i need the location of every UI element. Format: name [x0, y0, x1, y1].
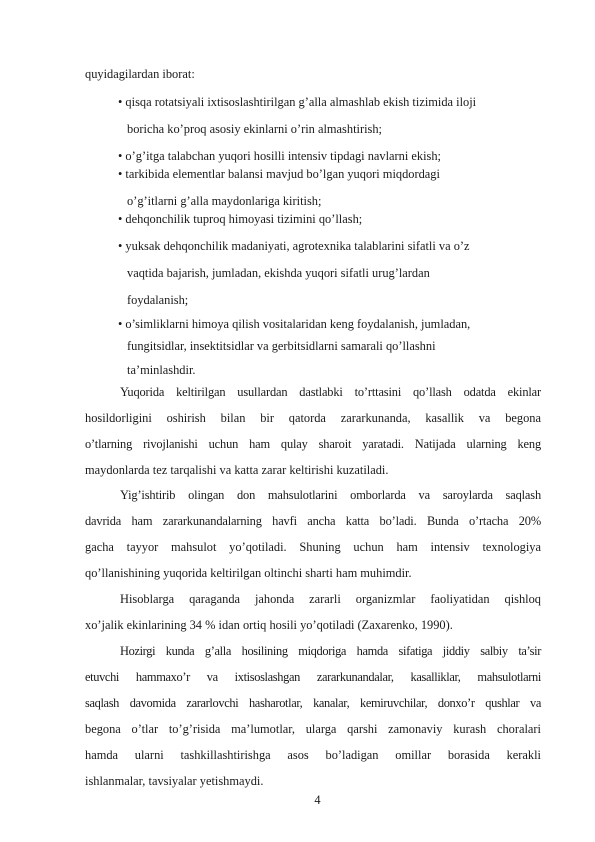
- paragraph-line: Hozirgi kunda g’alla hosilining miqdoriga hamda sifatiga jiddiy salbiy ta’sir: [120, 644, 541, 658]
- bullet-item-line: • o’simliklarni himoya qilish vositalaridan keng foydalanish, jumladan,: [118, 317, 471, 331]
- paragraph-line: gacha tayyor mahsulot yo’qotiladi. Shuning uchun ham intensiv texnologiya: [85, 540, 541, 554]
- paragraph-line: xo’jalik ekinlarining 34 % idan ortiq hosili yo’qotiladi (Zaxarenko, 1990).: [85, 618, 453, 632]
- paragraph-line: etuvchi hammaxo’r va ixtisoslashgan zararkunandalar, kasalliklar, mahsulotlarni: [85, 670, 541, 684]
- bullet-item-line: foydalanish;: [127, 293, 189, 307]
- bullet-item-line: • tarkibida elementlar balansi mavjud bo’lgan yuqori miqdordagi: [118, 167, 440, 181]
- paragraph-line: Yuqorida keltirilgan usullardan dastlabki to’rttasini qo’llash odatda ekinlar: [120, 385, 541, 399]
- bullet-item-line: • o’g’itga talabchan yuqori hosilli intensiv tipdagi navlarni ekish;: [118, 149, 441, 163]
- paragraph-line: hamda ularni tashkillashtirishga asos bo’ladigan omillar borasida kerakli: [85, 748, 541, 762]
- intro-line: quyidagilardan iborat:: [85, 67, 195, 81]
- page-number: 4: [314, 793, 321, 807]
- bullet-item-line: vaqtida bajarish, jumladan, ekishda yuqori sifatli urug’lardan: [127, 266, 430, 280]
- paragraph-line: qo’llanishining yuqorida keltirilgan oltinchi sharti ham muhimdir.: [85, 566, 412, 580]
- paragraph-line: begona o’tlar to’g’risida ma’lumotlar, ularga qarshi zamonaviy kurash choralari: [85, 722, 541, 736]
- paragraph-line: Yig’ishtirib olingan don mahsulotlarini omborlarda va saroylarda saqlash: [120, 488, 541, 502]
- bullet-item-line: o’g’itlarni g’alla maydonlariga kiritish;: [127, 194, 322, 208]
- bullet-item-line: boricha ko’proq asosiy ekinlarni o’rin almashtirish;: [127, 122, 382, 136]
- bullet-item-line: • qisqa rotatsiyali ixtisoslashtirilgan g’alla almashlab ekish tizimida iloji: [118, 95, 477, 109]
- paragraph-line: Hisoblarga qaraganda jahonda zararli organizmlar faoliyatidan qishloq: [120, 592, 541, 606]
- bullet-item-line: fungitsidlar, insektitsidlar va gerbitsidlarni samarali qo’llashni: [127, 339, 436, 353]
- paragraph-line: o’tlarning rivojlanishi uchun ham qulay sharoit yaratadi. Natijada ularning keng: [85, 437, 541, 451]
- paragraph-line: maydonlarda tez tarqalishi va katta zarar keltirishi kuzatiladi.: [85, 463, 389, 477]
- paragraph-line: hosildorligini oshirish bilan bir qatorda zararkunanda, kasallik va begona: [85, 411, 541, 425]
- bullet-item-line: ta’minlashdir.: [127, 363, 196, 377]
- paragraph-line: davrida ham zararkunandalarning havfi ancha katta bo’ladi. Bunda o’rtacha 20%: [85, 514, 541, 528]
- bullet-item-line: • dehqonchilik tuproq himoyasi tizimini qo’llash;: [118, 212, 363, 226]
- paragraph-line: ishlanmalar, tavsiyalar yetishmaydi.: [85, 774, 264, 788]
- bullet-item-line: • yuksak dehqonchilik madaniyati, agrotexnika talablarini sifatli va o’z: [118, 239, 470, 253]
- paragraph-line: saqlash davomida zararlovchi hasharotlar, kanalar, kemiruvchilar, donxo’r qushlar va: [85, 696, 541, 710]
